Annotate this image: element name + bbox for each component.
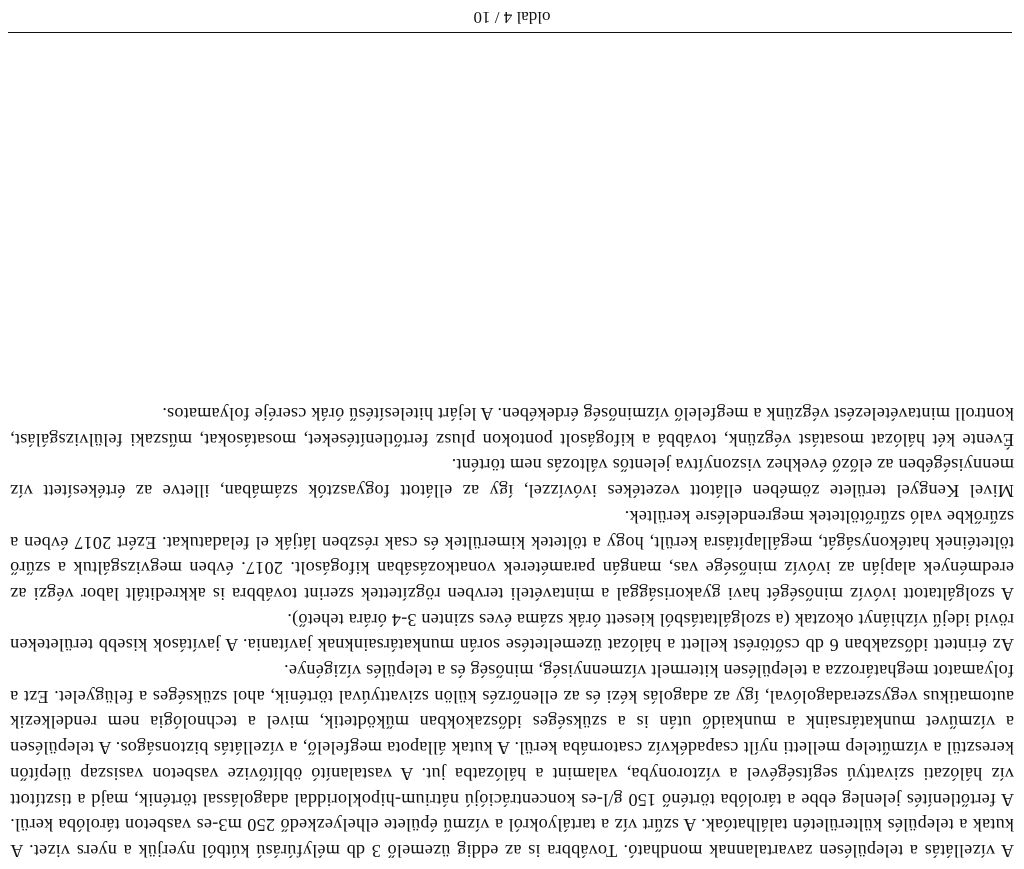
footer-divider (8, 32, 1012, 33)
paragraph-water-quality: A szolgáltatott ivóvíz minőségét havi gyakorisággal a mintavételi tervben rögzítettek szerint továbbra is akkreditált labor végzi az eredmények alapján az ivóvíz minősége vas, mangán paraméterek vonatkozásában kifogásolt. 2017. évben megvizsgáltuk a szűrő töltetéinek hatékonyságát, megállapításra került, hogy a töltetek kimerültek és csak részben látják el feladatukat. Ezért 2017 évben a szűrőkbe való szűrőtöltetek megrendelésre kerültek. (10, 506, 1014, 604)
paragraph-consumers: Mivel Kengyel területe zömében ellátott vezetékes ivóvízzel, így az ellátott fogyasztók számában, illetve az értékesített víz mennyiségében az előző évekhez viszonyítva jelentős változás nem történt. (10, 455, 1014, 502)
paragraph-maintenance: Évente két hálózat mosatást végzünk, továbbá a kifogásolt pontokon plusz fertőtlenítéseket, mosatásokat, műszaki felülvizsgálást, kontroll mintavételezést végzünk a megfelelő vízminőség érdekében. A lejárt hitelesítésű órák cseréje folyamatos. (10, 404, 1014, 450)
document-body (10, 400, 1014, 863)
paragraph-water-supply: A vízellátás a településen zavartalannak mondható. Továbbra is az eddig üzemelő 3 db mélyfúrású kútból nyerjük a nyers vizet. A kutak a település külterületén találhatóak. A szűrt víz a tartályokról a vízmű épülete elhelyezkedő 250 m3-es vasbeton tárolóba kerül. A fertőtlenítés jelenleg ebbe a tárolóba történő 150 g/l-es koncentrációjú nátrium-hipokloriddal adagolással történik, majd a tisztított víz hálózati szivattyú segítségével a víztoronyba, valamint a hálózatba jut. A vastalanító öblítővize vasbeton vasiszap ülepítőn keresztül a vízműtelep melletti nyílt csapadékvíz csatornába kerül. A kutak állapota megfelelő, a vízellátás biztonságos. A településen a vízművet munkatársaink a munkaidő után is a szükséges időszakokban működtetik, mivel a technológia nem rendelkezik automatikus vegyszeradagolóval, így az adagolás kézi és az ellenőrzés külön szivattyúval történik, ahol szükséges a felügyelet. Ezt a folyamatot meghatározza a településen kitermelt vízmennyiség, minőség és a település vízigénye. (10, 661, 1014, 861)
page-number-footer: oldal 4 / 10 (473, 8, 551, 27)
paragraph-pipe-breaks: Az érintett időszakban 6 db csőtörést kellett a hálózat üzemeltetése során munkatársainknak javítania. A javítások kisebb területeken rövid idejű vízhiányt okoztak (a szolgáltatásból kiesett órák száma éves szinten 3-4 órára tehető). (10, 609, 1014, 656)
